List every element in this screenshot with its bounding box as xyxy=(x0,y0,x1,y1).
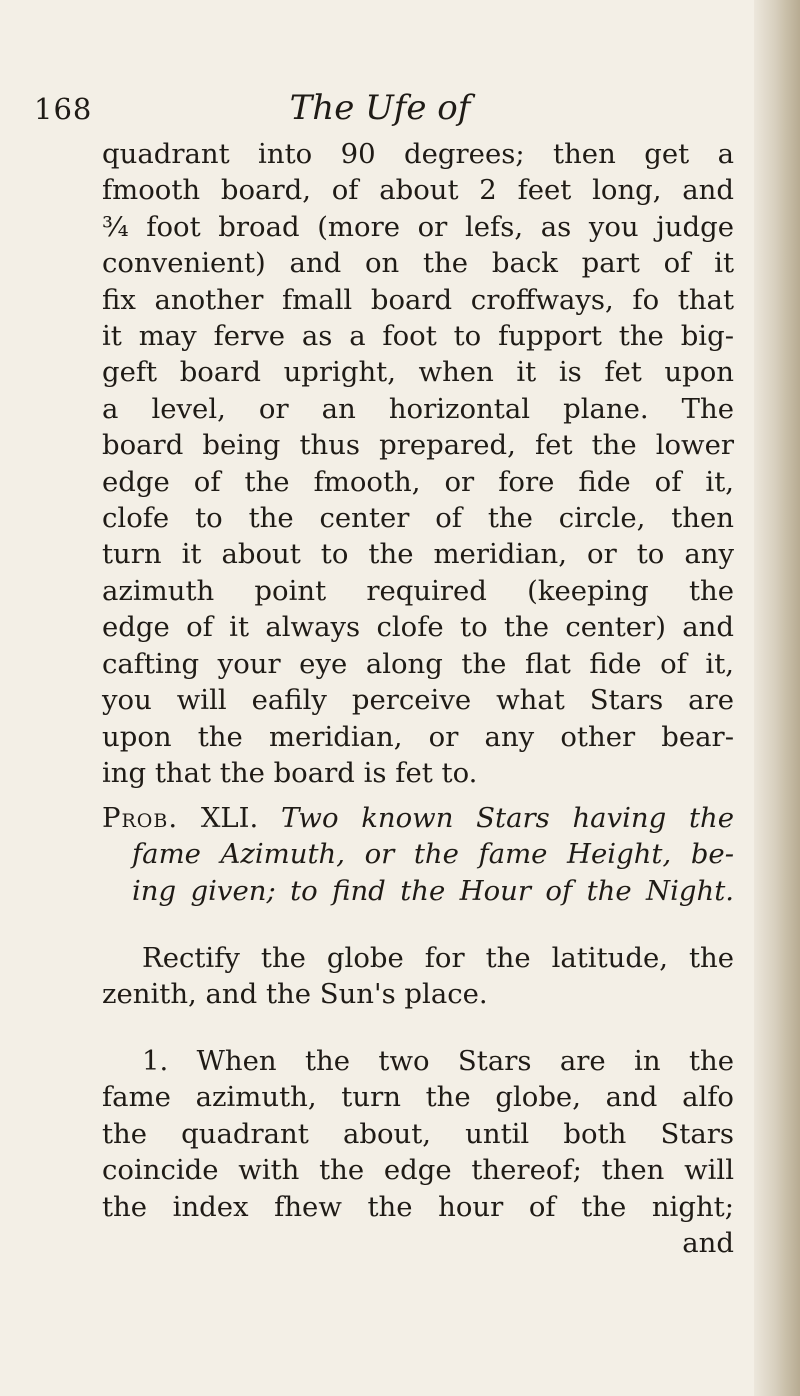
paragraph-2 xyxy=(102,940,734,1013)
problem-title-line: fame Azimuth, or the fame Height, be- xyxy=(132,838,734,871)
text-line: zenith, and the Sun's place. xyxy=(102,978,488,1011)
text-line: ¾ foot broad (more or lefs, as you judge xyxy=(102,210,734,243)
text-line: the quadrant about, until both Stars xyxy=(102,1117,734,1150)
problem-label: Prob. xyxy=(102,802,179,834)
text-line: 1. When the two Stars are in the xyxy=(142,1045,734,1077)
text-line: fix another fmall board croffways, fo that xyxy=(102,283,734,316)
problem-number: XLI. xyxy=(200,802,259,834)
text-line: fame azimuth, turn the globe, and alfo xyxy=(102,1081,734,1114)
text-line: the index fhew the hour of the night; xyxy=(102,1190,734,1223)
text-line: it may ferve as a foot to fupport the big- xyxy=(102,320,734,353)
text-line: coincide with the edge thereof; then will xyxy=(102,1154,734,1187)
problem-heading xyxy=(102,800,734,909)
text-line: clofe to the center of the circle, then xyxy=(102,502,734,535)
text-line: you will eafily perceive what Stars are xyxy=(102,684,734,717)
problem-title-line: Two known Stars having the xyxy=(281,802,734,834)
text-line: azimuth point required (keeping the xyxy=(102,574,734,607)
problem-title-line: ing given; to find the Hour of the Night. xyxy=(132,874,734,907)
text-line: ing that the board is fet to. xyxy=(102,756,478,789)
text-line: quadrant into 90 degrees; then get a xyxy=(102,138,734,170)
text-line: fmooth board, of about 2 feet long, and xyxy=(102,174,734,207)
running-head: The Ufe of xyxy=(289,88,471,128)
text-line: upon the meridian, or any other bear- xyxy=(102,720,734,753)
text-line: edge of the fmooth, or fore fide of it, xyxy=(102,465,734,498)
text-line: edge of it always clofe to the center) and xyxy=(102,611,734,644)
page-number: 168 xyxy=(34,92,93,126)
text-line: a level, or an horizontal plane. The xyxy=(102,392,734,425)
text-line: cafting your eye along the flat fide of it, xyxy=(102,647,734,680)
text-line: board being thus prepared, fet the lower xyxy=(102,429,734,462)
text-line: Rectify the globe for the latitude, the xyxy=(142,942,734,974)
paragraph-1 xyxy=(102,136,734,791)
text-line: geft board upright, when it is fet upon xyxy=(102,356,734,389)
paragraph-3 xyxy=(102,1043,734,1261)
catchword: and xyxy=(682,1227,734,1260)
text-line: turn it about to the meridian, or to any xyxy=(102,538,734,571)
text-line: convenient) and on the back part of it xyxy=(102,247,734,280)
page-header xyxy=(0,84,760,134)
page-edge-shadow xyxy=(754,0,800,1396)
